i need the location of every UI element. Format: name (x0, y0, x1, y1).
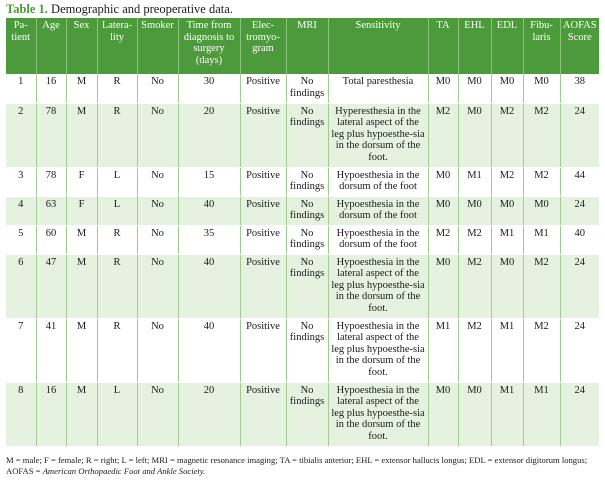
table-cell: R (97, 103, 137, 167)
table-cell: Hypoesthesia in the lateral aspect of the leg plus hypoesthe-sia in the dorsum of the foot. (328, 382, 428, 446)
header-cell: Sensitivity (328, 18, 428, 74)
table-cell: M2 (491, 103, 523, 167)
table-cell: M0 (491, 196, 523, 225)
table-cell: 40 (178, 254, 240, 318)
table-cell: Positive (240, 74, 286, 103)
table-cell: 20 (178, 103, 240, 167)
table-cell: 78 (36, 103, 66, 167)
caption-text: Demographic and preoperative data. (47, 2, 233, 16)
header-row (6, 18, 599, 74)
table-cell: Positive (240, 196, 286, 225)
table-cell: M2 (428, 225, 458, 254)
table-cell: 7 (6, 318, 36, 382)
table-cell: M2 (523, 254, 560, 318)
table-cell: 60 (36, 225, 66, 254)
table-cell: M (66, 382, 97, 446)
table-cell: M2 (523, 318, 560, 382)
header-cell: AOFAS Score (560, 18, 599, 74)
header-cell: EHL (458, 18, 491, 74)
header-cell: Time from diagnosis to surgery (days) (178, 18, 240, 74)
header-cell: Smoker (137, 18, 178, 74)
header-cell: Sex (66, 18, 97, 74)
table-cell: Positive (240, 167, 286, 196)
table-cell: 38 (560, 74, 599, 103)
table-cell: M2 (458, 225, 491, 254)
table-cell: R (97, 318, 137, 382)
table-cell: M2 (491, 167, 523, 196)
table-cell: Hypoesthesia in the lateral aspect of the leg plus hypoesthe-sia in the dorsum of the foot. (328, 254, 428, 318)
table-cell: 4 (6, 196, 36, 225)
table-cell: No findings (286, 196, 328, 225)
table-cell: 24 (560, 103, 599, 167)
table-cell: No findings (286, 103, 328, 167)
table-cell: Hypoesthesia in the dorsum of the foot (328, 167, 428, 196)
table-cell: 5 (6, 225, 36, 254)
table-cell: 6 (6, 254, 36, 318)
table-cell: 16 (36, 74, 66, 103)
table-cell: M1 (458, 167, 491, 196)
table-cell: M (66, 225, 97, 254)
table-cell: Total paresthesia (328, 74, 428, 103)
table-cell: M (66, 318, 97, 382)
table-cell: M0 (523, 74, 560, 103)
header-cell: Age (36, 18, 66, 74)
table-row (6, 103, 599, 167)
table-cell: No findings (286, 254, 328, 318)
table-cell: M0 (428, 196, 458, 225)
table-cell: 24 (560, 382, 599, 446)
table-cell: Positive (240, 254, 286, 318)
table-cell: F (66, 196, 97, 225)
caption-label: Table 1. (6, 2, 48, 16)
table-cell: M0 (491, 74, 523, 103)
table-cell: M2 (458, 318, 491, 382)
table-cell: 40 (178, 318, 240, 382)
table-cell: M1 (428, 318, 458, 382)
table-cell: 3 (6, 167, 36, 196)
table-cell: M1 (491, 318, 523, 382)
table-cell: M0 (458, 74, 491, 103)
table-cell: M (66, 254, 97, 318)
table-cell: M2 (523, 167, 560, 196)
table-cell: Hypoesthesia in the dorsum of the foot (328, 196, 428, 225)
table-cell: 40 (178, 196, 240, 225)
table-cell: M2 (428, 103, 458, 167)
table-cell: 15 (178, 167, 240, 196)
table-cell: M2 (458, 254, 491, 318)
table-cell: 1 (6, 74, 36, 103)
header-cell: EDL (491, 18, 523, 74)
header-cell: Elec-tromyo-gram (240, 18, 286, 74)
table-cell: M0 (428, 74, 458, 103)
table-cell: 41 (36, 318, 66, 382)
table-caption (6, 1, 233, 17)
table-cell: 8 (6, 382, 36, 446)
table-cell: M (66, 74, 97, 103)
table-cell: Hyperesthesia in the lateral aspect of the leg plus hypoesthe-sia in the dorsum of the foot. (328, 103, 428, 167)
table-cell: M0 (491, 254, 523, 318)
table-cell: No findings (286, 167, 328, 196)
header-cell: MRI (286, 18, 328, 74)
table-cell: Positive (240, 225, 286, 254)
table-cell: No (137, 225, 178, 254)
table-cell: No findings (286, 225, 328, 254)
table-cell: M0 (458, 103, 491, 167)
table-cell: 63 (36, 196, 66, 225)
table-cell: Hypoesthesia in the dorsum of the foot (328, 225, 428, 254)
table-row (6, 318, 599, 382)
table-cell: M0 (523, 196, 560, 225)
table-cell: R (97, 225, 137, 254)
table-cell: Positive (240, 318, 286, 382)
table-cell: L (97, 167, 137, 196)
table-cell: M0 (428, 167, 458, 196)
table-cell: M1 (523, 382, 560, 446)
table-cell: L (97, 196, 137, 225)
table-cell: R (97, 254, 137, 318)
table-cell: M2 (523, 103, 560, 167)
table-cell: M1 (491, 382, 523, 446)
table-row (6, 225, 599, 254)
table-cell: Hypoesthesia in the lateral aspect of the leg plus hypoesthe-sia in the dorsum of the foot. (328, 318, 428, 382)
table-row (6, 167, 599, 196)
header-cell: Latera-lity (97, 18, 137, 74)
table-cell: 2 (6, 103, 36, 167)
table-cell: 16 (36, 382, 66, 446)
table-cell: F (66, 167, 97, 196)
table-cell: M1 (523, 225, 560, 254)
preoperative-data-table (6, 18, 599, 447)
table-cell: No findings (286, 382, 328, 446)
table-cell: No findings (286, 318, 328, 382)
table-row (6, 382, 599, 446)
table-row (6, 196, 599, 225)
table-cell: No (137, 167, 178, 196)
table-cell: No (137, 318, 178, 382)
header-cell: TA (428, 18, 458, 74)
table-cell: Positive (240, 103, 286, 167)
table-body (6, 74, 599, 446)
footnote-italic: American Orthopaedic Foot and Ankle Society. (42, 466, 206, 476)
table-cell: M0 (428, 254, 458, 318)
table-cell: 24 (560, 196, 599, 225)
header-cell: Pa-tient (6, 18, 36, 74)
table-cell: R (97, 74, 137, 103)
table-cell: 35 (178, 225, 240, 254)
table-cell: 40 (560, 225, 599, 254)
table-header (6, 18, 599, 74)
table-cell: No (137, 103, 178, 167)
table-cell: 20 (178, 382, 240, 446)
footnote-text: M = male; F = female; R = right; L = left; MRI = magnetic resonance imaging; TA = tibialis anterior; EHL = extensor hallucis longus; EDL = extensor digitorum longus; AOFAS = (6, 455, 588, 476)
table-cell: M1 (491, 225, 523, 254)
table-cell: M0 (458, 196, 491, 225)
table-row (6, 74, 599, 103)
table-cell: 44 (560, 167, 599, 196)
table-cell: M (66, 103, 97, 167)
table-cell: M0 (458, 382, 491, 446)
table-cell: M0 (428, 382, 458, 446)
table-cell: No (137, 254, 178, 318)
table-cell: 30 (178, 74, 240, 103)
table-row (6, 254, 599, 318)
table-cell: Positive (240, 382, 286, 446)
table-cell: L (97, 382, 137, 446)
table-footnote (6, 455, 600, 477)
table-cell: No (137, 196, 178, 225)
table-cell: 24 (560, 254, 599, 318)
table-cell: 24 (560, 318, 599, 382)
header-cell: Fibu-laris (523, 18, 560, 74)
table-cell: No (137, 74, 178, 103)
table-cell: 47 (36, 254, 66, 318)
table-cell: No (137, 382, 178, 446)
table-cell: 78 (36, 167, 66, 196)
table-cell: No findings (286, 74, 328, 103)
